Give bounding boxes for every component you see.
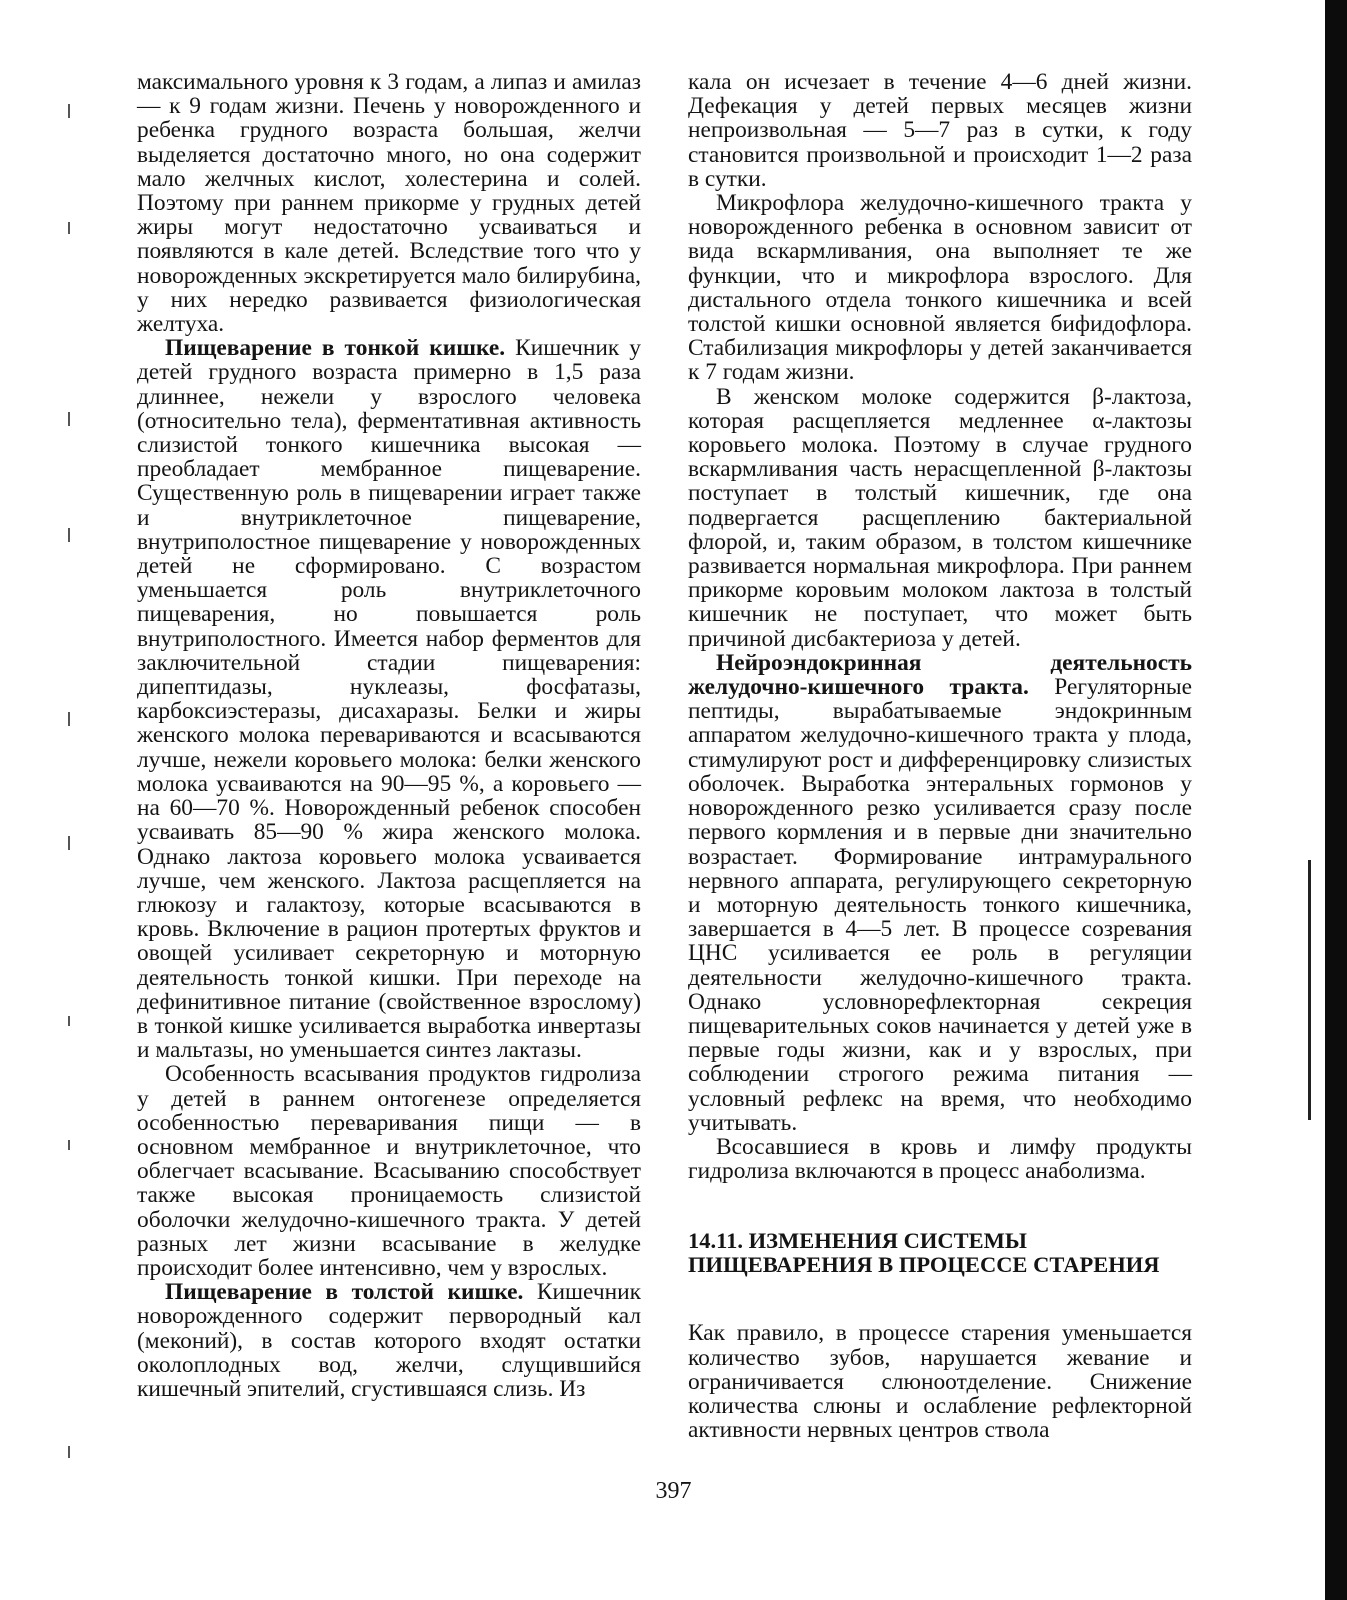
paragraph: Как правило, в процессе старения уменьшается количество зубов, нарушается жевание и ограничивается слюноотделение. Снижение количества слюны и ослабление рефлекторной активности нервных центров ствола: [688, 1320, 1192, 1444]
section-heading-line: 14.11. ИЗМЕНЕНИЯ СИСТЕМЫ: [688, 1228, 1027, 1254]
margin-mark: [68, 1446, 70, 1458]
page-number: 397: [655, 1478, 692, 1504]
margin-mark: [68, 1140, 70, 1150]
run-in-heading: Нейроэндокринная деятельность желудочно-кишечного тракта.: [688, 649, 1192, 701]
section-heading: [688, 1229, 1192, 1277]
paragraph-text: Регуляторные пептиды, вырабатываемые эндокринным аппаратом желудочно-кишечного тракта у плода, стимулируют рост и дифференцировку слизистых оболочек. Выработка энтеральных гормонов у новорожденного резко усиливается сразу после первого кормления и в первые дни значительно возрастает. Формирование интрамурального нервного аппарата, регулирующего секреторную и моторную деятельность тонкого кишечника, завершается в 4—5 лет. В процессе созревания ЦНС усиливается ее роль в регуляции деятельности желудочно-кишечного тракта. Однако условнорефлекторная секреция пищеварительных соков начинается у детей уже в первые годы жизни, как и у взрослых, при соблюдении строгого режима питания — условный рефлекс на время, что необходимо учитывать.: [688, 674, 1192, 1136]
paragraph-text: Кишечник у детей грудного возраста примерно в 1,5 раза длиннее, нежели у взрослого человека (относительно тела), ферментативная активность слизистой тонкого кишечника высокая — преобладает мембранное пищеварение. Существенную роль в пищеварении играет также и внутриклеточное пищеварение, внутриполостное пищеварение у новорожденных детей не сформировано. С возрастом уменьшается роль внутриклеточного пищеварения, но повышается роль внутриполостного. Имеется набор ферментов для заключительной стадии пищеварения: дипептидазы, нуклеазы, фосфатазы, карбоксиэстеразы, дисахаразы. Белки и жиры женского молока перевариваются и всасываются лучше, нежели коровьего молока: белки женского молока усваиваются на 90—95 %, а коровьего — на 60—70 %. Новорожденный ребенок способен усваивать 85—90 % жира женского молока. Однако лактоза коровьего молока усваивается лучше, чем женского. Лактоза расщепляется на глюкозу и галактозу, которые всасываются в кровь. Включение в рацион протертых фруктов и овощей усиливает секреторную и моторную деятельность тонкой кишки. При переходе на дефинитивное питание (свойственное взрослому) в тонкой кишке усиливается выработка инвертазы и мальтазы, но уменьшается синтез лактазы.: [137, 335, 641, 1064]
paragraph: В женском молоке содержится β-лактоза, которая расщепляется медленнее α-лактозы коровьего молока. Поэтому в случае грудного вскармливания часть нерасщепленной β-лактозы поступает в толстый кишечник, где она подвергается расщеплению бактериальной флорой, и, таким образом, в толстом кишечнике развивается нормальная микрофлора. При раннем прикорме коровьим молоком лактоза в толстый кишечник не поступает, что может быть причиной дисбактериоза у детей.: [688, 383, 1192, 652]
paragraph: Особенность всасывания продуктов гидролиза у детей в раннем онтогенезе определяется особенностью переваривания пищи — в основном мембранное и внутриклеточное, что облегчает всасывание. Всасыванию способствует также высокая проницаемость слизистой оболочки желудочно-кишечного тракта. У детей разных лет жизни всасывание в желудке происходит более интенсивно, чем у взрослых.: [137, 1061, 641, 1281]
paragraph: Всосавшиеся в кровь и лимфу продукты гидролиза включаются в процесс анаболизма.: [688, 1133, 1192, 1185]
margin-mark: [68, 528, 70, 542]
run-in-heading: Пищеварение в толстой кишке.: [165, 1279, 524, 1306]
left-column: [137, 70, 641, 1401]
margin-mark: [68, 712, 70, 726]
paragraph: [137, 336, 641, 1062]
margin-mark: [68, 104, 70, 118]
paragraph: [688, 651, 1192, 1135]
paragraph: кала он исчезает в течение 4—6 дней жизни. Дефекация у детей первых месяцев жизни непроизвольная — 5—7 раз в сутки, к году становится произвольной и происходит 1—2 раза в сутки.: [688, 69, 1192, 192]
margin-mark: [68, 412, 70, 426]
right-column: [688, 70, 1192, 1442]
scan-dark-edge: [1325, 0, 1347, 1600]
paragraph-text: Кишечник новорожденного содержит первородный кал (меконий), в состав которого входят остатки околоплодных вод, желчи, слущившийся кишечный эпителий, сгустившаяся слизь. Из: [137, 1279, 641, 1402]
paragraph: Микрофлора желудочно-кишечного тракта у новорожденного ребенка в основном зависит от вида вскармливания, она выполняет те же функции, что и микрофлора взрослого. Для дистального отдела тонкого кишечника и всей толстой кишки основной является бифидофлора. Стабилизация микрофлоры у детей заканчивается к 7 годам жизни.: [688, 190, 1192, 386]
run-in-heading: Пищеварение в тонкой кишке.: [165, 335, 506, 362]
section-heading-line: ПИЩЕВАРЕНИЯ В ПРОЦЕССЕ СТАРЕНИЯ: [688, 1252, 1160, 1278]
margin-mark: [68, 836, 70, 850]
paragraph: [137, 1280, 641, 1401]
paragraph: максимального уровня к 3 годам, а липаз и амилаз — к 9 годам жизни. Печень у новорожденного и ребенка грудного возраста большая, желчи выделяется достаточно много, но она содержит мало желчных кислот, холестерина и солей. Поэтому при раннем прикорме у грудных детей жиры могут недостаточно усваиваться и появляются в кале детей. Вследствие того что у новорожденных экскретируется мало билирубина, у них нередко развивается физиологическая желтуха.: [137, 69, 641, 338]
margin-mark: [68, 222, 70, 234]
margin-mark: [68, 1016, 70, 1026]
scan-edge-line: [1308, 860, 1311, 1120]
